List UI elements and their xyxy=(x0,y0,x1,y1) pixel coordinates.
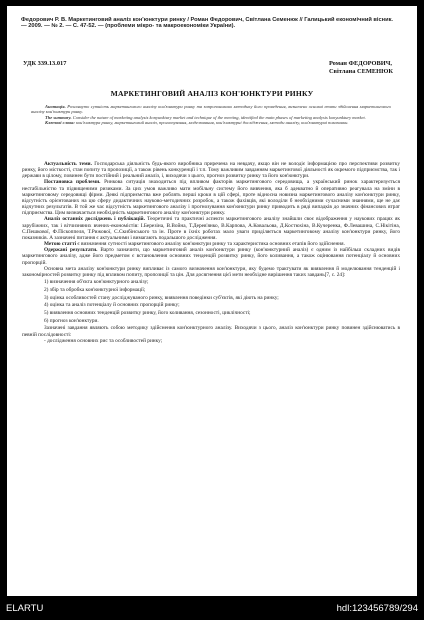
footer-bar xyxy=(0,603,424,615)
paragraph-results xyxy=(22,247,400,265)
relevance-text: Господарська діяльність будь-якого виробника приречена на невдачу, якщо він не володіє інформацією про перспективи розвитку ринку, його місткості, стан попиту та пропозиції, а також рівень конкуренції і т.п. Тому важливим завданням маркетингової діяльності як окремого підприємства, так і держави в цілому, повинен бути постійний і реальний аналіз, і, виходячи з цього, прогноз розвитку ринку та його кон'юнктури. xyxy=(22,161,401,180)
abstract-en-label: The summary. xyxy=(45,114,72,120)
udk-code: УДК 339.13.017 xyxy=(23,60,67,67)
footer-handle: hdl:123456789/294 xyxy=(336,603,418,614)
footer-repository-name: ELARTU xyxy=(6,603,44,614)
goal-text: є визначення сутності маркетингового аналізу кон'юнктури ринку та характеристика основних етапів його здійснення. xyxy=(77,241,345,248)
list-item: 4) оцінка та аналіз потенціалу й основних пропорцій ринку; xyxy=(44,302,180,309)
abstract-ua-text: Розглянуто сутність маркетингового аналізу кон'юнктури ринку та запропоновано методику його проведення, визначено основні етапи здійснення маркетингового аналізу кон'юнктури ринку. xyxy=(31,104,391,115)
abstract xyxy=(31,104,391,126)
citation-header: Федорович Р. В. Маркетинговий аналіз кон'юнктури ринку / Роман Федорович, Світлана Семенюк // Галицький економічний вісник. — 2009. — № 2. — С. 47-52. — (проблеми мікро- та макроекономіки України). xyxy=(21,17,393,30)
keywords-label: Ключові слова: xyxy=(45,120,75,126)
article-body xyxy=(22,161,400,344)
problem-label: Постановка проблеми. xyxy=(44,179,101,186)
author-2: Світлана СЕМЕНЮК xyxy=(328,68,393,75)
relevance-label: Актуальність теми. xyxy=(44,161,92,167)
list-item: 5) виявлення основних тенденцій розвитку ринку, його коливання, сезонності, циклічності; xyxy=(44,310,251,317)
list-item: 3) оцінка особливостей стану досліджуваного ринку, виявлення поведінки суб'єктів, які діють на ринку; xyxy=(44,294,279,301)
document-page xyxy=(7,6,417,596)
results-label: Одержані результати. xyxy=(44,247,98,254)
paragraph-sequence-item: - дослідження основних рис та особливостей ринку; xyxy=(44,337,163,344)
literature-text: Теоретичні та практичні аспекти маркетингового аналізу знайшли своє відображення у наукових працях як зарубіжних, так і вітчизняних вчених-економістів: І.Березіна, В.Война, Т.Дерев'янко, В.Карпова, А.Ковальова, Д.Костюхіна, В.Кучеренка, Ф.Левашина, С.Нікітіна, С.Пешкової, Ф.Піскоппеля, Т.Рижової, С.Скибінського та ін. Проте в їхніх роботах мало уваги приділяється маркетинговому аналізу кон'юнктури ринку, його показників. А зазначені питання є актуальними і вимагають подальшого дослідження. xyxy=(22,216,401,241)
results-text: Варто зазначити, що маркетинговий аналіз кон'юнктури ринку (кон'юнктурний аналіз) є одним із найбільш складних видів маркетингового аналізу, адже його предметом є встановлення основних тенденцій розвитку ринку, його коливання, а також оцінювання потенціалу й основних пропорцій. xyxy=(22,247,401,266)
keywords-text: кон'юнктура ринку, маркетинговий аналіз, прогнозування, моделювання, кон'юнктурні дослідження, методи аналізу, кон'юнктурні показники. xyxy=(76,120,349,126)
literature-label: Аналіз останніх досліджень і публікацій. xyxy=(44,216,145,223)
paragraph-relevance xyxy=(22,161,400,179)
abstract-ua-label: Анотація. xyxy=(45,104,66,109)
authors xyxy=(329,60,393,76)
paragraph-literature xyxy=(22,216,400,241)
author-1: Роман ФЕДОРОВИЧ, xyxy=(328,60,393,67)
goal-label: Метою статті xyxy=(44,241,77,248)
abstract-en-text: Consider the nature of marketing analysis konyunktury market and technique of the meeting, identified the main phases of marketing analysis konyunktury market. xyxy=(72,114,366,120)
tasks-list xyxy=(22,279,400,323)
abstract-ua xyxy=(31,104,391,115)
article-title: МАРКЕТИНГОВИЙ АНАЛІЗ КОН'ЮНКТУРИ РИНКУ xyxy=(110,89,314,98)
list-item: 1) визначення об'єкта кон'юнктурного аналізу; xyxy=(44,279,149,286)
list-item: 2) збір та обробка кон'юнктурної інформації; xyxy=(44,287,146,294)
paragraph-sequence: Зазначені завдання являють собою методику здійснення кон'юнктурного аналізу. Виходячи з цього, аналіз кон'юнктури ринку повинен здійснюватись в певній послідовності: xyxy=(22,325,400,338)
paragraph-problem xyxy=(22,179,400,216)
list-item: 6) прогноз кон'юнктури. xyxy=(44,317,99,324)
keywords xyxy=(31,120,391,125)
paragraph-main-goal: Основна мета аналізу кон'юнктури ринку випливає із самого визначення кон'юнктури, яку будемо трактувати як виявлення й моделювання тенденцій і закономірностей розвитку ринку під впливом попиту, пропозиції та цін. Для досягнення цієї мети необхідне вирішення таких завдань[7, с. 24]: xyxy=(22,265,400,278)
problem-text: Ринкова ситуація знаходиться під впливом факторів маркетингового середовища, а український ринок характеризується нестабільністю та підвищеними ризиками. За цих умов важливо мати мобільну систему його вивчення, яка б адекватно й оперативно реагувала на зміни в маркетинговому середовищі фірми. Деякі підприємства вже роблять перші кроки в цій сфері, проте відносна новизна маркетингового аналізу кон'юнктури ринку, відсутність орієнтованих на цю сферу дидактичних науково-методичних розробок, а також фахівців, які володіли б необхідними сучасними знаннями, ще не дає відчутних результатів. В той же час відсутність маркетингового аналізу і прогнозування кон'юнктури ринку приводить в ряді випадків до значних фінансових втрат підприємства. Цим визначається необхідність маркетингового аналізу кон'юнктури ринку. xyxy=(22,179,400,217)
